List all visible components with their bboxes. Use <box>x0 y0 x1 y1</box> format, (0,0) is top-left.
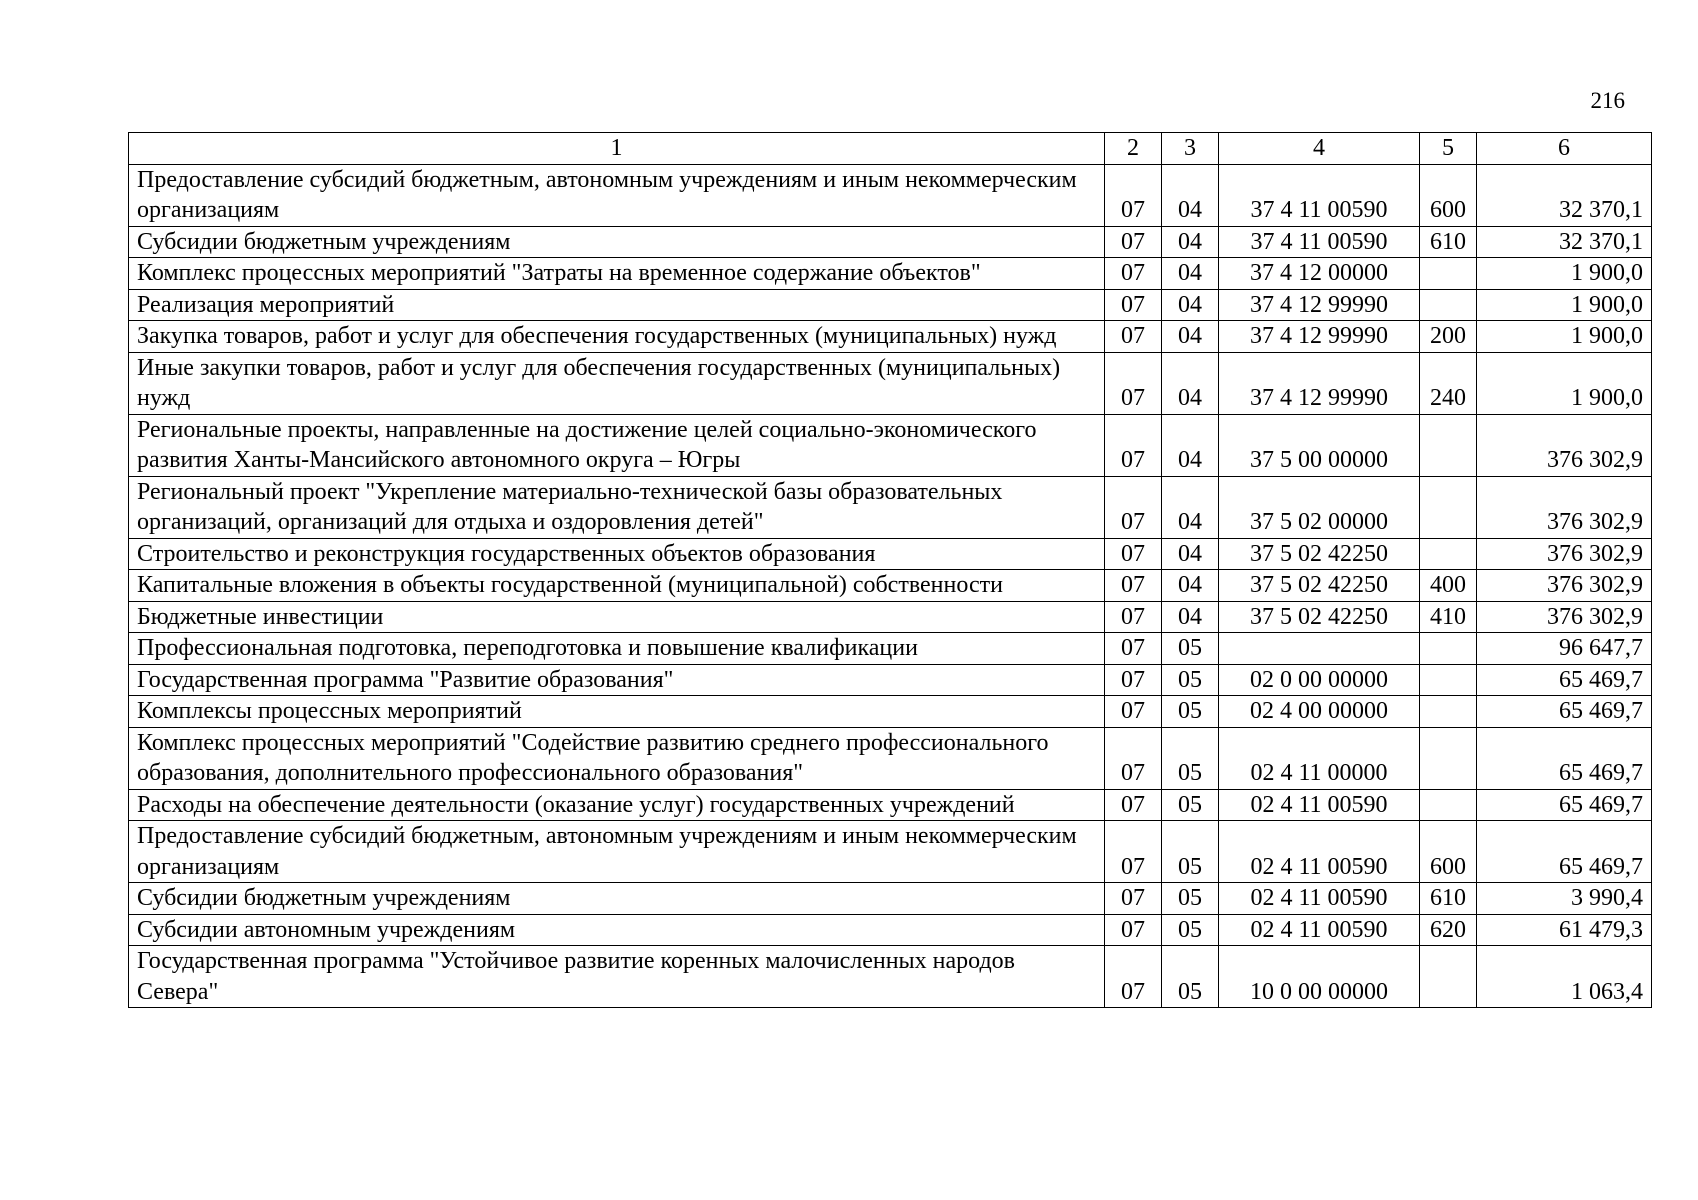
table-row <box>129 258 1652 290</box>
row-name-cell: Расходы на обеспечение деятельности (оказание услуг) государственных учреждений <box>129 789 1105 821</box>
table-row <box>129 226 1652 258</box>
row-expense-type-cell: 240 <box>1420 352 1477 414</box>
row-subsection-cell: 04 <box>1162 164 1219 226</box>
row-amount-cell: 65 469,7 <box>1477 727 1652 789</box>
row-name-cell: Предоставление субсидий бюджетным, автономным учреждениям и иным некоммерческим организациям <box>129 164 1105 226</box>
row-subsection-cell: 04 <box>1162 476 1219 538</box>
row-name-cell: Комплекс процессных мероприятий "Затраты на временное содержание объектов" <box>129 258 1105 290</box>
row-amount-cell: 32 370,1 <box>1477 226 1652 258</box>
row-section-cell: 07 <box>1105 352 1162 414</box>
table-row <box>129 789 1652 821</box>
row-subsection-cell: 04 <box>1162 414 1219 476</box>
row-subsection-cell: 05 <box>1162 821 1219 883</box>
row-expense-type-cell: 610 <box>1420 883 1477 915</box>
row-amount-cell: 1 063,4 <box>1477 946 1652 1008</box>
row-subsection-cell: 04 <box>1162 289 1219 321</box>
row-subsection-cell: 05 <box>1162 914 1219 946</box>
row-name-cell: Закупка товаров, работ и услуг для обеспечения государственных (муниципальных) нужд <box>129 321 1105 353</box>
row-name-cell: Региональный проект "Укрепление материально-технической базы образовательных организаций, организаций для отдыха и оздоровления детей" <box>129 476 1105 538</box>
row-target-code-cell: 02 0 00 00000 <box>1219 664 1420 696</box>
table-row <box>129 164 1652 226</box>
row-subsection-cell: 05 <box>1162 946 1219 1008</box>
row-subsection-cell: 04 <box>1162 226 1219 258</box>
row-expense-type-cell <box>1420 476 1477 538</box>
header-col-5: 5 <box>1420 133 1477 165</box>
row-section-cell: 07 <box>1105 321 1162 353</box>
row-name-cell: Государственная программа "Развитие образования" <box>129 664 1105 696</box>
row-target-code-cell: 37 5 02 00000 <box>1219 476 1420 538</box>
row-name-cell: Предоставление субсидий бюджетным, автономным учреждениям и иным некоммерческим организациям <box>129 821 1105 883</box>
table-row <box>129 476 1652 538</box>
row-name-cell: Иные закупки товаров, работ и услуг для обеспечения государственных (муниципальных) нужд <box>129 352 1105 414</box>
row-section-cell: 07 <box>1105 633 1162 665</box>
row-section-cell: 07 <box>1105 696 1162 728</box>
row-section-cell: 07 <box>1105 789 1162 821</box>
row-name-cell: Субсидии бюджетным учреждениям <box>129 226 1105 258</box>
row-target-code-cell: 02 4 00 00000 <box>1219 696 1420 728</box>
row-subsection-cell: 04 <box>1162 601 1219 633</box>
row-target-code-cell: 37 4 12 99990 <box>1219 289 1420 321</box>
row-amount-cell: 1 900,0 <box>1477 352 1652 414</box>
table-row <box>129 664 1652 696</box>
row-amount-cell: 96 647,7 <box>1477 633 1652 665</box>
row-amount-cell: 1 900,0 <box>1477 321 1652 353</box>
header-row <box>129 133 1652 165</box>
row-subsection-cell: 05 <box>1162 633 1219 665</box>
row-target-code-cell: 37 5 02 42250 <box>1219 570 1420 602</box>
row-subsection-cell: 05 <box>1162 727 1219 789</box>
row-name-cell: Региональные проекты, направленные на достижение целей социально-экономического развития Ханты-Мансийского автономного округа – Югры <box>129 414 1105 476</box>
table-row <box>129 352 1652 414</box>
row-target-code-cell: 37 5 02 42250 <box>1219 601 1420 633</box>
header-col-4: 4 <box>1219 133 1420 165</box>
row-expense-type-cell: 400 <box>1420 570 1477 602</box>
row-expense-type-cell <box>1420 414 1477 476</box>
row-target-code-cell: 37 5 02 42250 <box>1219 538 1420 570</box>
row-amount-cell: 32 370,1 <box>1477 164 1652 226</box>
row-target-code-cell: 02 4 11 00590 <box>1219 821 1420 883</box>
row-subsection-cell: 04 <box>1162 352 1219 414</box>
row-target-code-cell <box>1219 633 1420 665</box>
row-expense-type-cell <box>1420 258 1477 290</box>
row-target-code-cell: 37 4 12 99990 <box>1219 352 1420 414</box>
row-subsection-cell: 05 <box>1162 696 1219 728</box>
row-amount-cell: 65 469,7 <box>1477 821 1652 883</box>
row-amount-cell: 376 302,9 <box>1477 570 1652 602</box>
row-expense-type-cell: 600 <box>1420 164 1477 226</box>
table-row <box>129 570 1652 602</box>
row-name-cell: Комплекс процессных мероприятий "Содействие развитию среднего профессионального образования, дополнительного профессионального образования" <box>129 727 1105 789</box>
row-subsection-cell: 04 <box>1162 321 1219 353</box>
row-subsection-cell: 05 <box>1162 789 1219 821</box>
row-section-cell: 07 <box>1105 946 1162 1008</box>
row-amount-cell: 3 990,4 <box>1477 883 1652 915</box>
row-subsection-cell: 05 <box>1162 664 1219 696</box>
row-target-code-cell: 37 4 11 00590 <box>1219 226 1420 258</box>
row-target-code-cell: 02 4 11 00590 <box>1219 914 1420 946</box>
row-target-code-cell: 10 0 00 00000 <box>1219 946 1420 1008</box>
row-section-cell: 07 <box>1105 664 1162 696</box>
row-subsection-cell: 04 <box>1162 258 1219 290</box>
table-row <box>129 883 1652 915</box>
row-target-code-cell: 37 5 00 00000 <box>1219 414 1420 476</box>
row-name-cell: Реализация мероприятий <box>129 289 1105 321</box>
row-amount-cell: 376 302,9 <box>1477 476 1652 538</box>
row-target-code-cell: 02 4 11 00590 <box>1219 789 1420 821</box>
table-body <box>129 164 1652 1008</box>
table-row <box>129 696 1652 728</box>
row-section-cell: 07 <box>1105 883 1162 915</box>
row-section-cell: 07 <box>1105 414 1162 476</box>
row-section-cell: 07 <box>1105 727 1162 789</box>
row-name-cell: Субсидии бюджетным учреждениям <box>129 883 1105 915</box>
table-row <box>129 633 1652 665</box>
row-expense-type-cell <box>1420 633 1477 665</box>
row-expense-type-cell: 410 <box>1420 601 1477 633</box>
row-expense-type-cell <box>1420 664 1477 696</box>
table-row <box>129 946 1652 1008</box>
row-amount-cell: 376 302,9 <box>1477 601 1652 633</box>
page-number: 216 <box>1590 88 1625 113</box>
row-name-cell: Государственная программа "Устойчивое развитие коренных малочисленных народов Севера" <box>129 946 1105 1008</box>
row-expense-type-cell: 610 <box>1420 226 1477 258</box>
table-row <box>129 727 1652 789</box>
row-subsection-cell: 04 <box>1162 538 1219 570</box>
table-row <box>129 414 1652 476</box>
row-target-code-cell: 37 4 11 00590 <box>1219 164 1420 226</box>
row-amount-cell: 376 302,9 <box>1477 538 1652 570</box>
row-section-cell: 07 <box>1105 821 1162 883</box>
row-section-cell: 07 <box>1105 164 1162 226</box>
row-expense-type-cell <box>1420 727 1477 789</box>
row-name-cell: Субсидии автономным учреждениям <box>129 914 1105 946</box>
row-amount-cell: 1 900,0 <box>1477 289 1652 321</box>
row-target-code-cell: 37 4 12 99990 <box>1219 321 1420 353</box>
row-amount-cell: 65 469,7 <box>1477 789 1652 821</box>
row-expense-type-cell <box>1420 696 1477 728</box>
row-amount-cell: 65 469,7 <box>1477 696 1652 728</box>
table-row <box>129 821 1652 883</box>
row-section-cell: 07 <box>1105 601 1162 633</box>
row-section-cell: 07 <box>1105 289 1162 321</box>
row-amount-cell: 65 469,7 <box>1477 664 1652 696</box>
table-row <box>129 289 1652 321</box>
header-col-6: 6 <box>1477 133 1652 165</box>
row-name-cell: Капитальные вложения в объекты государственной (муниципальной) собственности <box>129 570 1105 602</box>
row-expense-type-cell <box>1420 538 1477 570</box>
budget-table <box>128 132 1652 1008</box>
row-name-cell: Строительство и реконструкция государственных объектов образования <box>129 538 1105 570</box>
row-section-cell: 07 <box>1105 476 1162 538</box>
row-amount-cell: 61 479,3 <box>1477 914 1652 946</box>
row-subsection-cell: 05 <box>1162 883 1219 915</box>
row-target-code-cell: 02 4 11 00000 <box>1219 727 1420 789</box>
row-expense-type-cell <box>1420 289 1477 321</box>
row-expense-type-cell: 620 <box>1420 914 1477 946</box>
row-name-cell: Бюджетные инвестиции <box>129 601 1105 633</box>
row-amount-cell: 1 900,0 <box>1477 258 1652 290</box>
row-section-cell: 07 <box>1105 538 1162 570</box>
row-target-code-cell: 02 4 11 00590 <box>1219 883 1420 915</box>
row-subsection-cell: 04 <box>1162 570 1219 602</box>
row-section-cell: 07 <box>1105 226 1162 258</box>
row-expense-type-cell: 600 <box>1420 821 1477 883</box>
header-col-1: 1 <box>129 133 1105 165</box>
header-col-2: 2 <box>1105 133 1162 165</box>
table-row <box>129 601 1652 633</box>
header-col-3: 3 <box>1162 133 1219 165</box>
row-expense-type-cell <box>1420 946 1477 1008</box>
row-target-code-cell: 37 4 12 00000 <box>1219 258 1420 290</box>
row-section-cell: 07 <box>1105 570 1162 602</box>
row-expense-type-cell <box>1420 789 1477 821</box>
row-section-cell: 07 <box>1105 914 1162 946</box>
row-section-cell: 07 <box>1105 258 1162 290</box>
row-expense-type-cell: 200 <box>1420 321 1477 353</box>
table-row <box>129 538 1652 570</box>
table-row <box>129 321 1652 353</box>
row-amount-cell: 376 302,9 <box>1477 414 1652 476</box>
table-row <box>129 914 1652 946</box>
row-name-cell: Комплексы процессных мероприятий <box>129 696 1105 728</box>
row-name-cell: Профессиональная подготовка, переподготовка и повышение квалификации <box>129 633 1105 665</box>
